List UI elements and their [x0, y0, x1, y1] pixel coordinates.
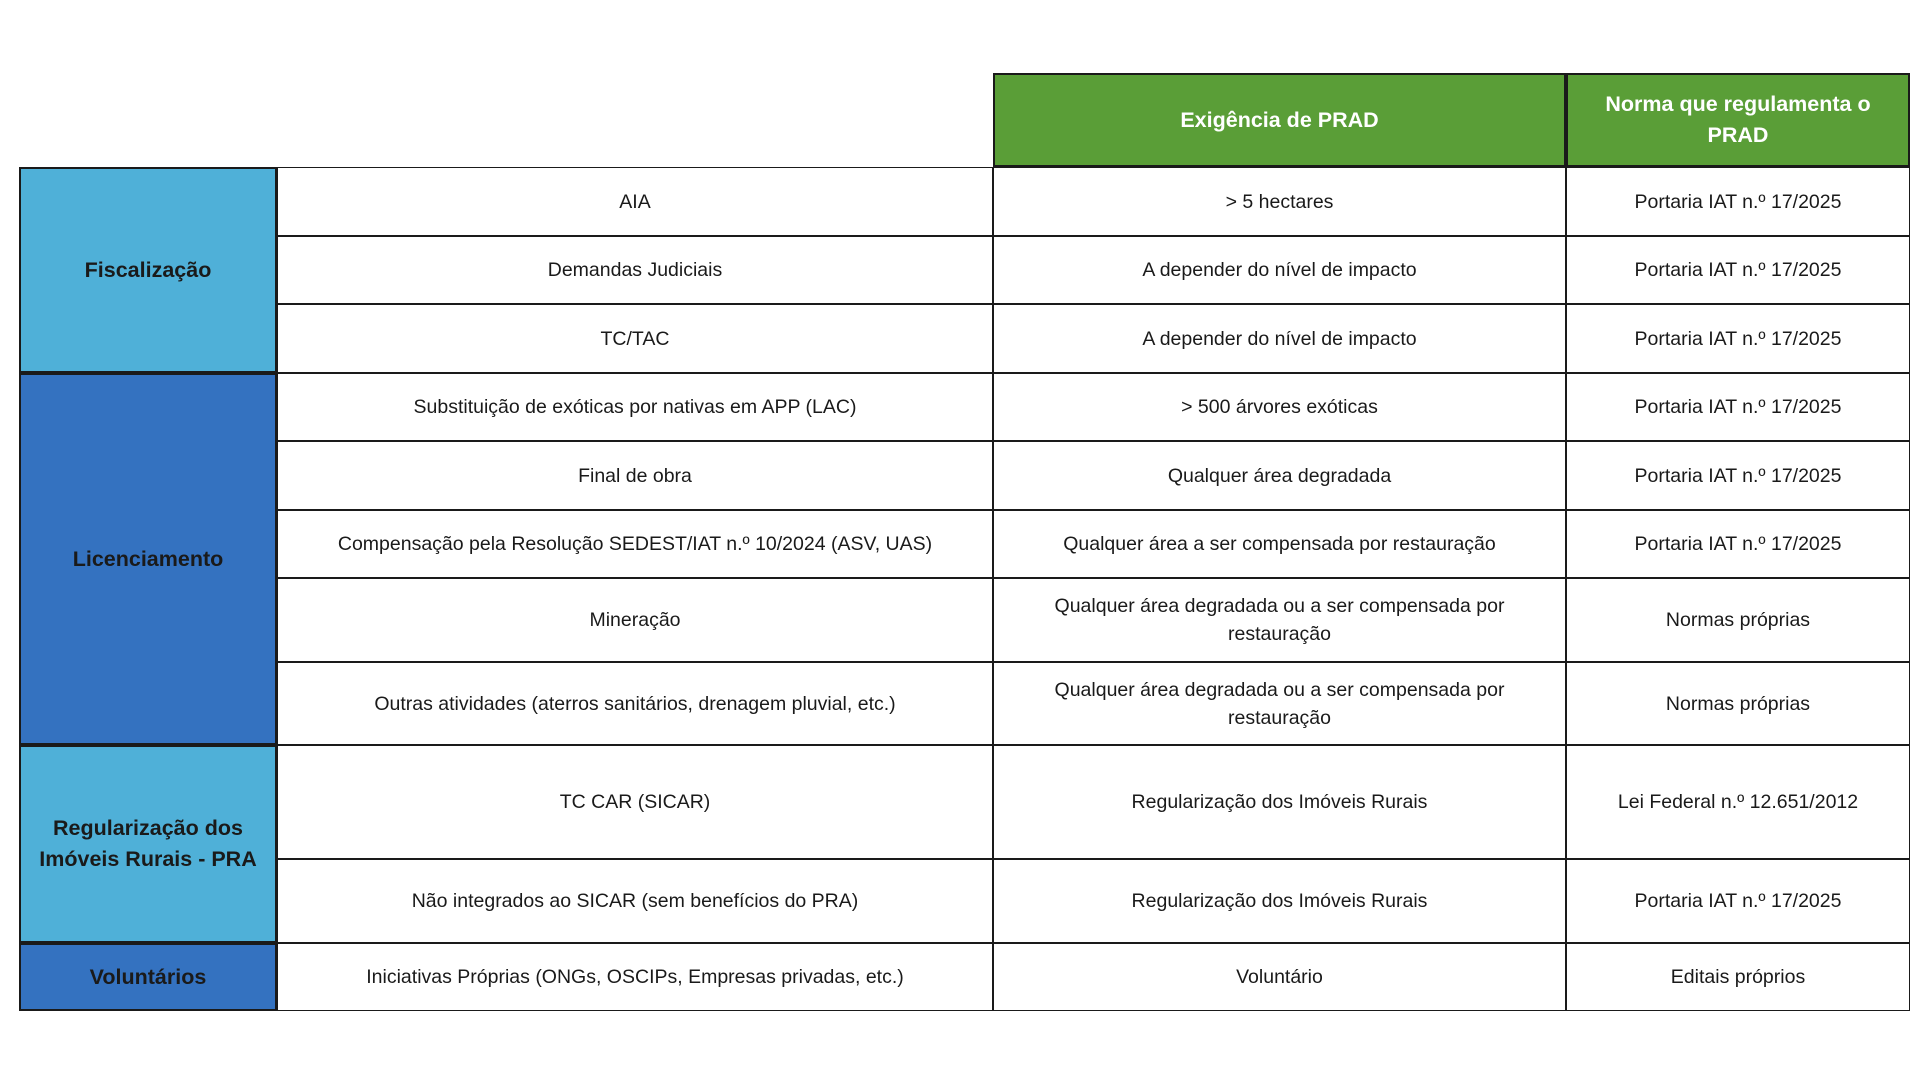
table-row-activity	[277, 373, 993, 441]
table-row-regulation	[1566, 304, 1910, 373]
category-label: Regularização dos Imóveis Rurais - PRA	[39, 816, 257, 871]
table-row-regulation	[1566, 510, 1910, 578]
requirement-text: Qualquer área degradada ou a ser compensada por restauração	[1054, 678, 1505, 729]
table-row-activity	[277, 510, 993, 578]
table-row-regulation	[1566, 373, 1910, 441]
table-row-regulation	[1566, 578, 1910, 662]
activity-text: Demandas Judiciais	[547, 259, 723, 281]
table-row-regulation	[1566, 745, 1910, 859]
table-row-activity	[277, 578, 993, 662]
regulation-text: Portaria IAT n.º 17/2025	[1634, 464, 1842, 487]
regulation-text: Portaria IAT n.º 17/2025	[1634, 327, 1842, 350]
requirement-text: Qualquer área a ser compensada por restauração	[1063, 533, 1496, 555]
table-row-activity	[277, 441, 993, 510]
requirement-text: Voluntário	[1236, 966, 1323, 988]
category-label: Licenciamento	[72, 546, 224, 571]
regulation-text: Normas próprias	[1665, 609, 1811, 631]
table-row-requirement	[993, 441, 1566, 510]
activity-text: Não integrados ao SICAR (sem benefícios do PRA)	[411, 890, 859, 912]
table-row-requirement	[993, 578, 1566, 662]
table-row-regulation	[1566, 441, 1910, 510]
requirement-text: A depender do nível de impacto	[1142, 259, 1417, 281]
regulation-text: Normas próprias	[1665, 692, 1811, 715]
regulation-text: Portaria IAT n.º 17/2025	[1634, 396, 1842, 418]
table-row-activity	[277, 167, 993, 236]
regulation-text: Editais próprios	[1670, 966, 1806, 988]
table-row-requirement	[993, 745, 1566, 859]
regulation-text: Portaria IAT n.º 17/2025	[1634, 190, 1842, 213]
requirement-text: Regularização dos Imóveis Rurais	[1131, 791, 1428, 813]
table-row-activity	[277, 745, 993, 859]
header-exigencia-label: Exigência de PRAD	[1180, 107, 1379, 132]
regulation-text: Lei Federal n.º 12.651/2012	[1617, 791, 1859, 813]
requirement-text: A depender do nível de impacto	[1142, 327, 1417, 350]
requirement-text: Qualquer área degradada ou a ser compensada por restauração	[1054, 595, 1505, 645]
category-label: Voluntários	[89, 964, 207, 989]
requirement-text: > 5 hectares	[1225, 190, 1334, 213]
category-fiscalizacao	[19, 167, 277, 373]
requirement-text: Qualquer área degradada	[1167, 464, 1392, 487]
activity-text: Mineração	[589, 609, 681, 631]
category-licenciamento	[19, 373, 277, 745]
activity-text: AIA	[619, 190, 651, 213]
category-regularizacao-pra	[19, 745, 277, 943]
table-row-requirement	[993, 167, 1566, 236]
table-row-regulation	[1566, 236, 1910, 304]
table-row-requirement	[993, 859, 1566, 943]
activity-text: Substituição de exóticas por nativas em APP (LAC)	[413, 396, 857, 418]
table-row-activity	[277, 662, 993, 745]
table-row-activity	[277, 859, 993, 943]
regulation-text: Portaria IAT n.º 17/2025	[1634, 890, 1842, 912]
table-row-regulation	[1566, 943, 1910, 1011]
activity-text: TC CAR (SICAR)	[559, 791, 711, 813]
header-norma-label: Norma que regulamenta o PRAD	[1605, 92, 1871, 147]
activity-text: Outras atividades (aterros sanitários, drenagem pluvial, etc.)	[374, 692, 896, 715]
activity-text: Final de obra	[578, 464, 692, 487]
table-row-regulation	[1566, 662, 1910, 745]
activity-text: TC/TAC	[600, 327, 670, 350]
activity-text: Iniciativas Próprias (ONGs, OSCIPs, Empresas privadas, etc.)	[366, 966, 904, 988]
category-label: Fiscalização	[84, 257, 212, 282]
table-row-regulation	[1566, 167, 1910, 236]
table-row-requirement	[993, 304, 1566, 373]
activity-text: Compensação pela Resolução SEDEST/IAT n.º 10/2024 (ASV, UAS)	[337, 533, 933, 555]
regulation-text: Portaria IAT n.º 17/2025	[1634, 533, 1842, 555]
header-norma-prad	[1566, 73, 1910, 167]
table-row-activity	[277, 304, 993, 373]
header-exigencia-prad	[993, 73, 1566, 167]
table-row-requirement	[993, 373, 1566, 441]
table-row-requirement	[993, 943, 1566, 1011]
requirement-text: Regularização dos Imóveis Rurais	[1131, 890, 1428, 912]
requirement-text: > 500 árvores exóticas	[1181, 396, 1378, 418]
regulation-text: Portaria IAT n.º 17/2025	[1634, 259, 1842, 281]
table-row-activity	[277, 236, 993, 304]
category-voluntarios	[19, 943, 277, 1011]
table-row-requirement	[993, 510, 1566, 578]
table-row-requirement	[993, 662, 1566, 745]
table-row-requirement	[993, 236, 1566, 304]
table-row-activity	[277, 943, 993, 1011]
table-row-regulation	[1566, 859, 1910, 943]
